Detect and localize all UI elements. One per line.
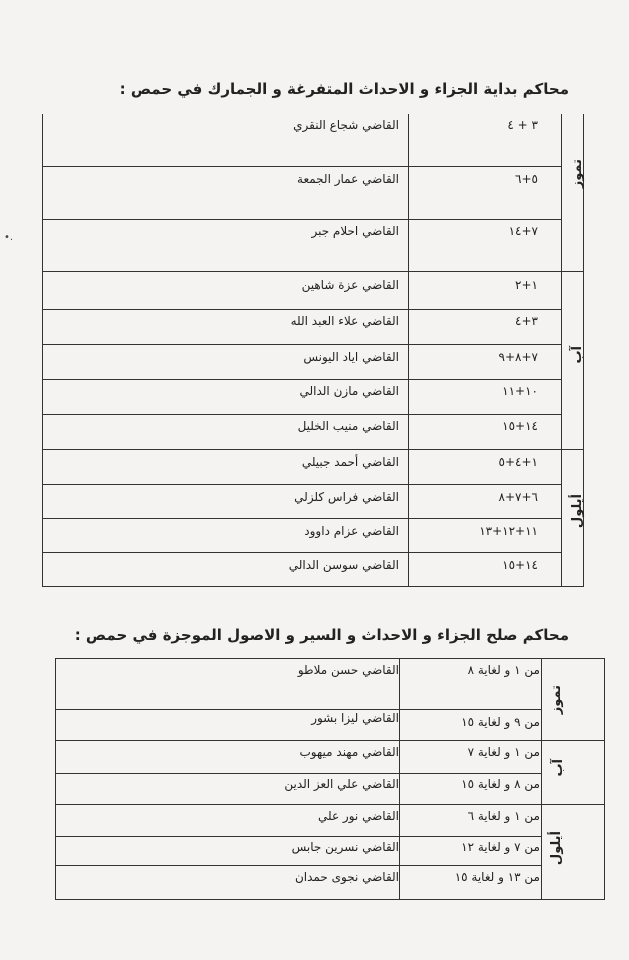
judge-cell: القاضي منيب الخليل — [297, 419, 399, 433]
month-label: تموز — [570, 159, 585, 189]
days-cell: من ١ و لغاية ٧ — [467, 745, 540, 759]
section1-title: محاكم بداية الجزاء و الاحداث المتفرغة و الجمارك في حمص : — [119, 80, 569, 98]
judge-cell: القاضي حسن ملاطو — [297, 663, 399, 677]
row-divider — [43, 379, 561, 380]
days-cell: من ١٣ و لغاية ١٥ — [454, 870, 540, 884]
judge-cell: القاضي علاء العبد الله — [290, 314, 399, 328]
column-divider — [408, 114, 409, 586]
row-divider — [43, 344, 561, 345]
days-cell: من ١ و لغاية ٦ — [467, 809, 540, 823]
days-cell: ١١+١٢+١٣ — [479, 524, 538, 538]
row-divider — [43, 166, 561, 167]
days-cell: من ١ و لغاية ٨ — [467, 663, 540, 677]
judge-cell: القاضي نجوى حمدان — [294, 870, 399, 884]
row-divider — [56, 836, 542, 837]
days-cell: ١+٢ — [515, 278, 538, 292]
judge-cell: القاضي عمار الجمعة — [297, 172, 399, 186]
column-divider — [541, 659, 542, 899]
judge-cell: القاضي مازن الدالي — [299, 384, 399, 398]
month-label: آب — [570, 346, 585, 364]
judge-cell: القاضي شجاع النقري — [293, 118, 399, 132]
section1-table — [42, 114, 584, 587]
group-divider — [43, 449, 583, 450]
judge-cell: القاضي مهند ميهوب — [299, 745, 399, 759]
row-divider — [43, 414, 561, 415]
days-cell: ١٤+١٥ — [502, 419, 538, 433]
judge-cell: القاضي عزام داوود — [304, 524, 399, 538]
days-cell: من ٨ و لغاية ١٥ — [461, 777, 540, 791]
days-cell: ١٠+١١ — [502, 384, 538, 398]
row-divider — [43, 219, 561, 220]
judge-cell: القاضي ليزا بشور — [311, 711, 399, 725]
days-cell: من ٧ و لغاية ١٢ — [461, 840, 540, 854]
month-label: أيلول — [549, 831, 564, 866]
group-divider — [56, 804, 604, 805]
days-cell: ١٤+١٥ — [502, 558, 538, 572]
column-divider — [561, 114, 562, 586]
days-cell: ٦+٧+٨ — [498, 490, 538, 504]
month-label: أيلول — [570, 494, 585, 529]
month-label: تموز — [549, 685, 564, 715]
row-divider — [43, 552, 561, 553]
row-divider — [43, 309, 561, 310]
row-divider — [56, 773, 542, 774]
judge-cell: القاضي نور علي — [317, 809, 399, 823]
judge-cell: القاضي احلام جبر — [311, 224, 399, 238]
column-divider — [399, 659, 400, 899]
days-cell: ٣+٤ — [515, 314, 538, 328]
days-cell: من ٩ و لغاية ١٥ — [461, 715, 540, 729]
judge-cell: القاضي نسرين جابس — [291, 840, 399, 854]
row-divider — [43, 484, 561, 485]
days-cell: ٧+٨+٩ — [498, 350, 538, 364]
section2-title: محاكم صلح الجزاء و الاحداث و السير و الاصول الموجزة في حمص : — [74, 626, 569, 644]
group-divider — [43, 271, 583, 272]
section2-table — [55, 658, 605, 900]
judge-cell: القاضي أحمد جبيلي — [301, 455, 399, 469]
row-divider — [43, 518, 561, 519]
group-divider — [56, 740, 604, 741]
judge-cell: القاضي علي العز الدين — [284, 777, 399, 791]
days-cell: ٧+١٤ — [508, 224, 538, 238]
days-cell: ١+٤+٥ — [498, 455, 538, 469]
month-label: آب — [551, 759, 566, 777]
days-cell: ٥+٦ — [515, 172, 538, 186]
judge-cell: القاضي سوسن الدالي — [288, 558, 399, 572]
judge-cell: القاضي اياد اليونس — [303, 350, 399, 364]
row-divider — [56, 865, 542, 866]
days-cell: ٣ + ٤ — [507, 118, 538, 132]
margin-mark: •. — [4, 232, 14, 243]
judge-cell: القاضي عزة شاهين — [301, 278, 399, 292]
judge-cell: القاضي فراس كلزلي — [294, 490, 399, 504]
row-divider — [56, 709, 542, 710]
